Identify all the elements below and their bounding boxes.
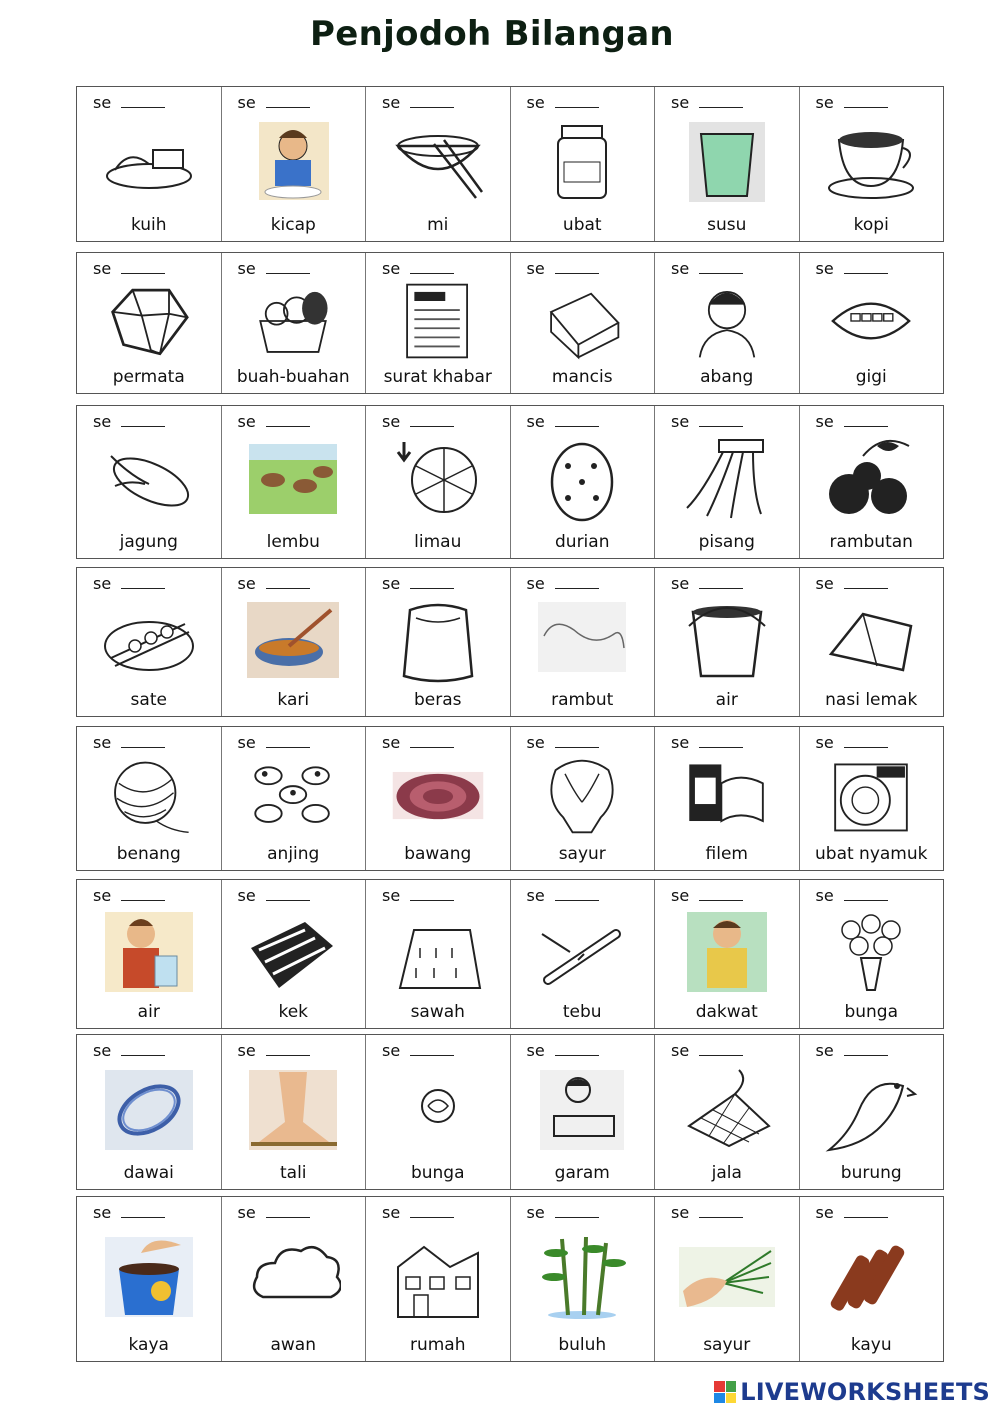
prefix-se: se: [526, 412, 545, 431]
answer-blank[interactable]: [844, 273, 888, 274]
answer-blank[interactable]: [844, 747, 888, 748]
sate-icon: [101, 596, 197, 684]
sayur-ikat-icon: [679, 1225, 775, 1329]
answer-blank[interactable]: [699, 1217, 743, 1218]
answer-blank[interactable]: [121, 1055, 165, 1056]
answer-blank[interactable]: [844, 1217, 888, 1218]
word-label: bawang: [404, 844, 472, 864]
prefix-se: se: [815, 886, 834, 905]
answer-blank[interactable]: [699, 1055, 743, 1056]
word-label: susu: [707, 215, 747, 235]
word-label: air: [137, 1002, 160, 1022]
word-cell: [655, 87, 800, 241]
word-cell: [77, 880, 222, 1028]
answer-blank[interactable]: [121, 426, 165, 427]
word-label: ubat nyamuk: [815, 844, 928, 864]
lembu-icon: [245, 434, 341, 526]
sayur-icon: [534, 755, 630, 838]
prefix-se: se: [93, 1203, 112, 1222]
word-label: awan: [270, 1335, 316, 1355]
word-cell: [655, 880, 800, 1028]
word-label: rumah: [409, 1335, 466, 1355]
worksheet-row: [76, 252, 944, 394]
word-label: kopi: [853, 215, 889, 235]
answer-blank[interactable]: [266, 273, 310, 274]
permata-icon: [101, 281, 197, 361]
air-gelas-icon: [101, 908, 197, 996]
answer-blank[interactable]: [555, 588, 599, 589]
word-cell: [222, 406, 367, 558]
prefix-se: se: [671, 259, 690, 278]
word-label: permata: [112, 367, 185, 387]
kaya-icon: [101, 1225, 197, 1329]
word-cell: [800, 727, 944, 870]
word-label: kicap: [270, 215, 316, 235]
jagung-icon: [101, 434, 197, 526]
word-cell: [655, 1197, 800, 1361]
word-label: burung: [840, 1163, 902, 1183]
word-label: sayur: [703, 1335, 751, 1355]
prefix-se: se: [671, 574, 690, 593]
word-cell: [511, 727, 656, 870]
kicap-icon: [245, 115, 341, 209]
word-cell: [77, 1197, 222, 1361]
word-label: anjing: [267, 844, 320, 864]
prefix-se: se: [526, 886, 545, 905]
word-label: jala: [711, 1163, 742, 1183]
answer-blank[interactable]: [844, 588, 888, 589]
bunga-kuntum-icon: [390, 1063, 486, 1157]
prefix-se: se: [671, 733, 690, 752]
prefix-se: se: [93, 412, 112, 431]
answer-blank[interactable]: [266, 588, 310, 589]
prefix-se: se: [93, 93, 112, 112]
prefix-se: se: [671, 412, 690, 431]
prefix-se: se: [526, 259, 545, 278]
dawai-icon: [101, 1063, 197, 1157]
filem-icon: [679, 755, 775, 838]
answer-blank[interactable]: [121, 588, 165, 589]
word-cell: [366, 1035, 511, 1189]
word-label: mancis: [551, 367, 613, 387]
prefix-se: se: [382, 412, 401, 431]
word-label: filem: [705, 844, 748, 864]
word-cell: [655, 727, 800, 870]
prefix-se: se: [237, 93, 256, 112]
word-cell: [511, 406, 656, 558]
prefix-se: se: [237, 1041, 256, 1060]
word-label: beras: [413, 690, 462, 710]
worksheet-row: [76, 726, 944, 871]
prefix-se: se: [93, 886, 112, 905]
abang-icon: [679, 281, 775, 361]
word-cell: [222, 727, 367, 870]
worksheet-row: [76, 86, 944, 242]
word-label: rambutan: [829, 532, 913, 552]
worksheet-row: [76, 567, 944, 717]
word-label: garam: [554, 1163, 610, 1183]
word-cell: [222, 1197, 367, 1361]
word-cell: [366, 568, 511, 716]
word-label: ubat: [562, 215, 602, 235]
prefix-se: se: [382, 886, 401, 905]
word-cell: [655, 568, 800, 716]
word-cell: [511, 568, 656, 716]
word-cell: [366, 406, 511, 558]
word-cell: [800, 1197, 944, 1361]
beras-icon: [390, 596, 486, 684]
word-cell: [800, 406, 944, 558]
kuih-icon: [101, 115, 197, 209]
answer-blank[interactable]: [410, 426, 454, 427]
prefix-se: se: [815, 1041, 834, 1060]
word-cell: [77, 253, 222, 393]
prefix-se: se: [526, 733, 545, 752]
word-cell: [655, 1035, 800, 1189]
anjing-icon: [245, 755, 341, 838]
answer-blank[interactable]: [699, 273, 743, 274]
prefix-se: se: [815, 93, 834, 112]
ubat-nyamuk-icon: [823, 755, 919, 838]
answer-blank[interactable]: [699, 747, 743, 748]
prefix-se: se: [671, 1203, 690, 1222]
answer-blank[interactable]: [121, 273, 165, 274]
word-cell: [222, 1035, 367, 1189]
word-cell: [655, 406, 800, 558]
prefix-se: se: [237, 412, 256, 431]
prefix-se: se: [237, 733, 256, 752]
word-cell: [222, 568, 367, 716]
prefix-se: se: [815, 574, 834, 593]
word-cell: [366, 1197, 511, 1361]
word-label: nasi lemak: [825, 690, 918, 710]
kopi-icon: [823, 115, 919, 209]
prefix-se: se: [93, 574, 112, 593]
buluh-icon: [534, 1225, 630, 1329]
word-label: buluh: [558, 1335, 607, 1355]
answer-blank[interactable]: [410, 1055, 454, 1056]
word-cell: [77, 87, 222, 241]
answer-blank[interactable]: [555, 426, 599, 427]
word-label: rambut: [551, 690, 614, 710]
word-label: tebu: [562, 1002, 602, 1022]
prefix-se: se: [382, 574, 401, 593]
logo-mark-icon: [714, 1381, 736, 1403]
awan-icon: [245, 1225, 341, 1329]
prefix-se: se: [671, 886, 690, 905]
limau-icon: [390, 434, 486, 526]
word-cell: [511, 1035, 656, 1189]
answer-blank[interactable]: [699, 588, 743, 589]
answer-blank[interactable]: [266, 1055, 310, 1056]
answer-blank[interactable]: [410, 900, 454, 901]
word-label: kayu: [850, 1335, 892, 1355]
answer-blank[interactable]: [555, 900, 599, 901]
word-label: sayur: [558, 844, 606, 864]
word-label: kari: [277, 690, 310, 710]
word-cell: [222, 87, 367, 241]
answer-blank[interactable]: [410, 107, 454, 108]
word-label: limau: [414, 532, 462, 552]
word-cell: [366, 880, 511, 1028]
prefix-se: se: [93, 1041, 112, 1060]
pisang-icon: [679, 434, 775, 526]
word-label: pisang: [698, 532, 755, 552]
prefix-se: se: [93, 733, 112, 752]
word-label: air: [715, 690, 738, 710]
answer-blank[interactable]: [844, 900, 888, 901]
word-cell: [77, 568, 222, 716]
answer-blank[interactable]: [844, 107, 888, 108]
tebu-icon: [534, 908, 630, 996]
word-label: benang: [116, 844, 181, 864]
rumah-icon: [390, 1225, 486, 1329]
word-label: bunga: [844, 1002, 899, 1022]
prefix-se: se: [382, 259, 401, 278]
word-cell: [511, 880, 656, 1028]
worksheet-row: [76, 405, 944, 559]
word-label: lembu: [266, 532, 320, 552]
word-label: jagung: [119, 532, 178, 552]
answer-blank[interactable]: [121, 107, 165, 108]
word-cell: [800, 253, 944, 393]
answer-blank[interactable]: [699, 426, 743, 427]
word-label: kuih: [130, 215, 167, 235]
durian-icon: [534, 434, 630, 526]
prefix-se: se: [93, 259, 112, 278]
word-cell: [77, 1035, 222, 1189]
prefix-se: se: [237, 574, 256, 593]
burung-icon: [823, 1063, 919, 1157]
answer-blank[interactable]: [121, 1217, 165, 1218]
prefix-se: se: [237, 886, 256, 905]
prefix-se: se: [382, 733, 401, 752]
answer-blank[interactable]: [410, 1217, 454, 1218]
mi-icon: [390, 115, 486, 209]
page-title: Penjodoh Bilangan: [310, 14, 674, 54]
bawang-icon: [390, 755, 486, 838]
bunga-jambak-icon: [823, 908, 919, 996]
susu-icon: [679, 115, 775, 209]
buah-buahan-icon: [245, 281, 341, 361]
prefix-se: se: [382, 93, 401, 112]
prefix-se: se: [815, 259, 834, 278]
surat-khabar-icon: [390, 281, 486, 361]
ubat-icon: [534, 115, 630, 209]
word-label: abang: [700, 367, 754, 387]
worksheet-row: [76, 1196, 944, 1362]
word-cell: [800, 1035, 944, 1189]
prefix-se: se: [815, 412, 834, 431]
answer-blank[interactable]: [410, 273, 454, 274]
prefix-se: se: [382, 1203, 401, 1222]
rambut-icon: [534, 596, 630, 684]
word-label: surat khabar: [383, 367, 492, 387]
prefix-se: se: [237, 1203, 256, 1222]
answer-blank[interactable]: [266, 900, 310, 901]
answer-blank[interactable]: [844, 426, 888, 427]
worksheet-row: [76, 879, 944, 1029]
prefix-se: se: [671, 93, 690, 112]
word-label: mi: [427, 215, 449, 235]
answer-blank[interactable]: [121, 900, 165, 901]
word-label: buah-buahan: [236, 367, 350, 387]
answer-blank[interactable]: [266, 747, 310, 748]
word-label: kek: [278, 1002, 309, 1022]
word-cell: [366, 253, 511, 393]
logo-text: LIVEWORKSHEETS: [740, 1378, 990, 1406]
word-cell: [77, 727, 222, 870]
prefix-se: se: [815, 1203, 834, 1222]
word-cell: [77, 406, 222, 558]
kayu-icon: [823, 1225, 919, 1329]
answer-blank[interactable]: [555, 273, 599, 274]
air-baldi-icon: [679, 596, 775, 684]
rambutan-icon: [823, 434, 919, 526]
word-label: dakwat: [695, 1002, 758, 1022]
tali-icon: [245, 1063, 341, 1157]
prefix-se: se: [526, 574, 545, 593]
kari-icon: [245, 596, 341, 684]
word-cell: [800, 568, 944, 716]
word-cell: [366, 727, 511, 870]
jala-icon: [679, 1063, 775, 1157]
answer-blank[interactable]: [699, 107, 743, 108]
word-cell: [655, 253, 800, 393]
answer-blank[interactable]: [555, 747, 599, 748]
answer-blank[interactable]: [410, 588, 454, 589]
word-label: dawai: [123, 1163, 174, 1183]
word-cell: [800, 880, 944, 1028]
liveworksheets-logo: [714, 1377, 990, 1407]
answer-blank[interactable]: [266, 107, 310, 108]
dakwat-icon: [679, 908, 775, 996]
answer-blank[interactable]: [410, 747, 454, 748]
prefix-se: se: [815, 733, 834, 752]
answer-blank[interactable]: [555, 107, 599, 108]
word-cell: [222, 253, 367, 393]
answer-blank[interactable]: [555, 1217, 599, 1218]
answer-blank[interactable]: [121, 747, 165, 748]
prefix-se: se: [382, 1041, 401, 1060]
word-label: bunga: [410, 1163, 465, 1183]
word-cell: [366, 87, 511, 241]
word-cell: [511, 87, 656, 241]
word-label: sate: [130, 690, 167, 710]
prefix-se: se: [526, 1203, 545, 1222]
answer-blank[interactable]: [555, 1055, 599, 1056]
sawah-icon: [390, 908, 486, 996]
word-cell: [511, 253, 656, 393]
prefix-se: se: [526, 93, 545, 112]
worksheet-row: [76, 1034, 944, 1190]
answer-blank[interactable]: [266, 426, 310, 427]
prefix-se: se: [237, 259, 256, 278]
benang-icon: [101, 755, 197, 838]
word-cell: [511, 1197, 656, 1361]
nasi-lemak-icon: [823, 596, 919, 684]
word-label: durian: [555, 532, 610, 552]
word-label: gigi: [855, 367, 887, 387]
word-cell: [800, 87, 944, 241]
gigi-icon: [823, 281, 919, 361]
word-label: tali: [279, 1163, 307, 1183]
prefix-se: se: [526, 1041, 545, 1060]
word-cell: [222, 880, 367, 1028]
answer-blank[interactable]: [844, 1055, 888, 1056]
answer-blank[interactable]: [699, 900, 743, 901]
word-label: sawah: [410, 1002, 465, 1022]
prefix-se: se: [671, 1041, 690, 1060]
garam-icon: [534, 1063, 630, 1157]
mancis-icon: [534, 281, 630, 361]
kek-icon: [245, 908, 341, 996]
word-label: kaya: [128, 1335, 169, 1355]
answer-blank[interactable]: [266, 1217, 310, 1218]
